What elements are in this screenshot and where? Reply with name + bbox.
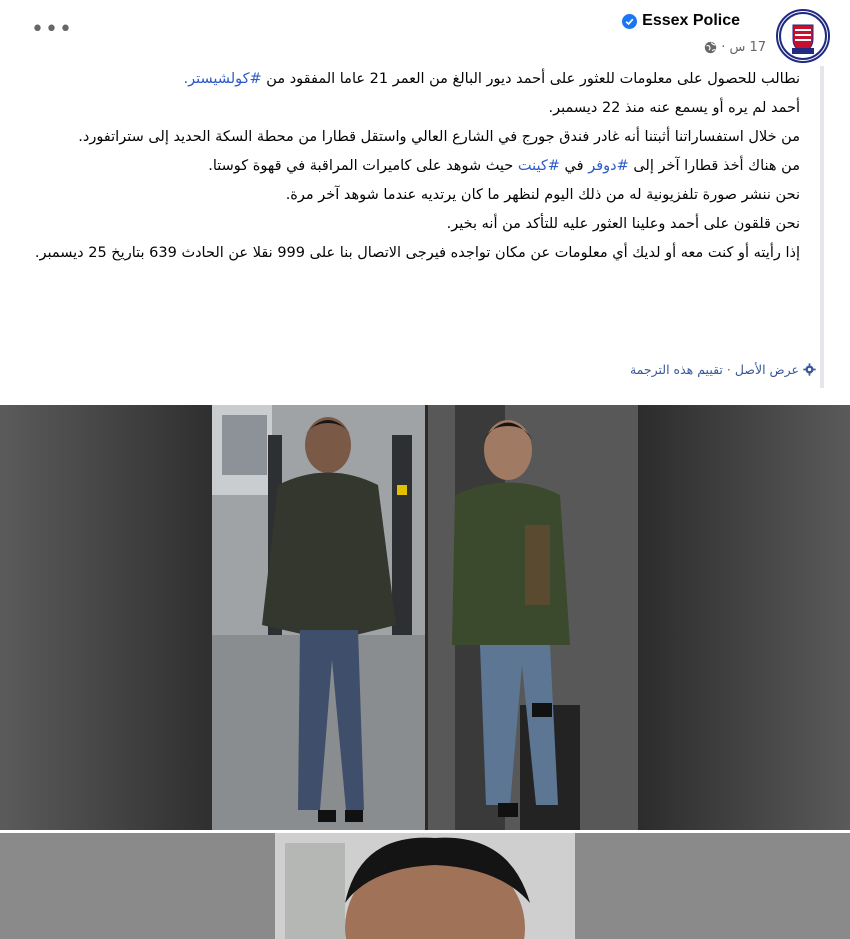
page-name[interactable]: Essex Police [642,12,740,29]
essex-police-crest [778,11,828,61]
hashtag-dover[interactable]: #دوفر [588,158,629,174]
post-time[interactable]: 17 س [729,40,766,55]
closeup-photo[interactable] [0,833,850,939]
hashtag-kent[interactable]: #كينت [517,158,560,174]
paragraph-3: من خلال استفساراتنا أثبتنا أنه غادر فندق جورج في الشارع العالي واستقل قطارا من محطة السكة الحديد إلى ستراتفورد. [78,129,800,145]
see-original-link[interactable]: عرض الأصل [734,362,799,377]
post-text [30,68,800,271]
page-name-row [622,12,740,30]
translation-controls [630,362,816,377]
translation-quote-bar [820,66,824,388]
cctv-photo-collage[interactable] [0,405,850,830]
page-avatar[interactable] [776,9,830,63]
post-meta [704,40,766,55]
paragraph-4: من هناك أخذ قطارا آخر إلى #دوفر في #كينت حيث شوهد على كاميرات المراقبة في قهوة كوستا. [208,158,800,174]
paragraph-6: نحن قلقون على أحمد وعلينا العثور عليه للتأكد من أنه بخير. [446,216,800,232]
dot-separator: · [726,362,731,377]
closeup-photo-image [0,833,850,939]
paragraph-2: أحمد لم يره أو يسمع عنه منذ 22 ديسمبر. [548,100,800,116]
paragraph-1: نطالب للحصول على معلومات للعثور على أحمد ديور البالغ من العمر 21 عاما المفقود من #كولشيستر. [183,71,800,87]
paragraph-7: إذا رأيته أو كنت معه أو لديك أي معلومات عن مكان تواجده فيرجى الاتصال بنا على 999 نقلا عن الحادث 639 بتاريخ 25 ديسمبر. [34,245,800,261]
paragraph-5: نحن ننشر صورة تلفزيونية له من ذلك اليوم لنظهر ما كان يرتديه عندما شوهد آخر مرة. [285,187,800,203]
cctv-photo-image [0,405,850,830]
rate-translation-link[interactable]: تقييم هذه الترجمة [629,362,723,377]
more-options-icon[interactable]: ••• [31,17,73,42]
globe-icon [704,41,717,54]
hashtag-colchester[interactable]: #كولشيستر. [183,71,262,87]
verified-badge-icon [622,14,637,29]
meta-separator: · [721,40,726,55]
settings-gear-icon[interactable] [803,363,816,376]
